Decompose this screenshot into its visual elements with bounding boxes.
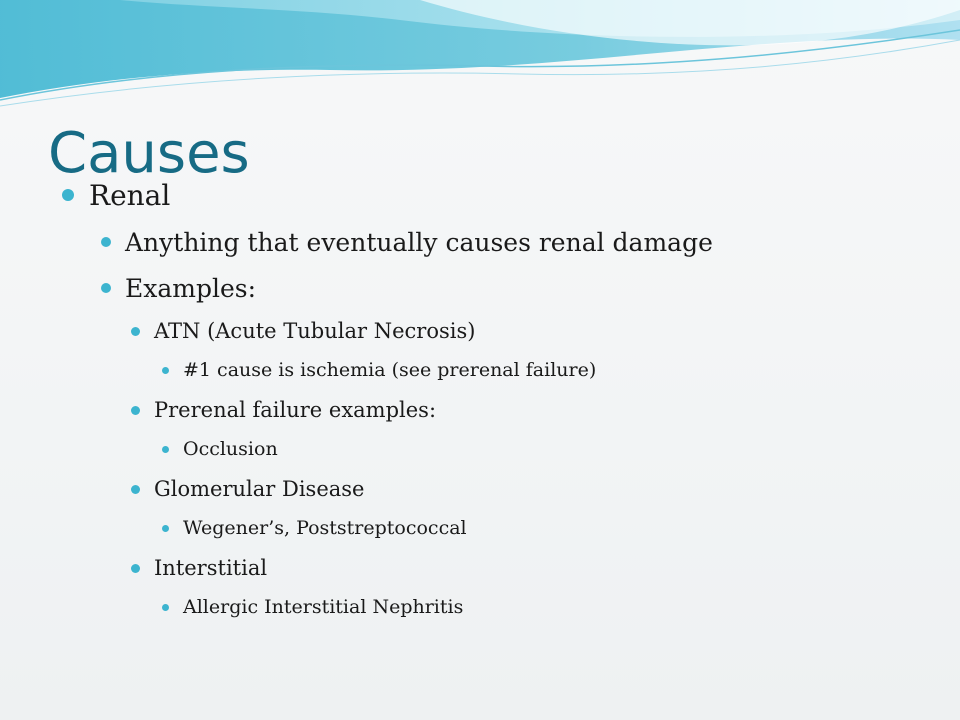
bullet-text: #1 cause is ischemia (see prerenal failure)	[183, 359, 597, 381]
bullet-text: Allergic Interstitial Nephritis	[183, 596, 464, 618]
slide-title: Causes	[48, 121, 250, 186]
bullet-icon	[162, 367, 169, 374]
bullet-text: Prerenal failure examples:	[154, 398, 437, 422]
bullet-icon	[131, 485, 140, 494]
bullet-item	[131, 475, 364, 503]
bullet-text: Occlusion	[183, 438, 278, 460]
bullet-icon	[162, 604, 169, 611]
bullet-item	[101, 272, 256, 304]
bullet-item	[131, 317, 475, 345]
bullet-text: Anything that eventually causes renal damage	[125, 227, 713, 257]
bullet-text: Renal	[89, 178, 171, 212]
bullet-item	[162, 594, 463, 620]
bullet-icon	[162, 525, 169, 532]
bullet-text: Interstitial	[154, 556, 268, 580]
bullet-text: Examples:	[125, 273, 257, 303]
bullet-item	[162, 357, 596, 383]
bullet-icon	[131, 564, 140, 573]
bullet-icon	[131, 406, 140, 415]
bullet-item	[131, 396, 436, 424]
bullet-item	[62, 177, 170, 213]
bullet-icon	[131, 327, 140, 336]
bullet-item	[131, 554, 267, 582]
bullet-icon	[101, 283, 111, 293]
bullet-text: Wegener’s, Poststreptococcal	[183, 517, 467, 539]
bullet-icon	[162, 446, 169, 453]
bullet-item	[162, 515, 467, 541]
bullet-item	[162, 436, 278, 462]
bullet-text: ATN (Acute Tubular Necrosis)	[154, 319, 476, 343]
bullet-text: Glomerular Disease	[154, 477, 365, 501]
bullet-icon	[62, 189, 74, 201]
bullet-icon	[101, 237, 111, 247]
bullet-item	[101, 226, 713, 258]
